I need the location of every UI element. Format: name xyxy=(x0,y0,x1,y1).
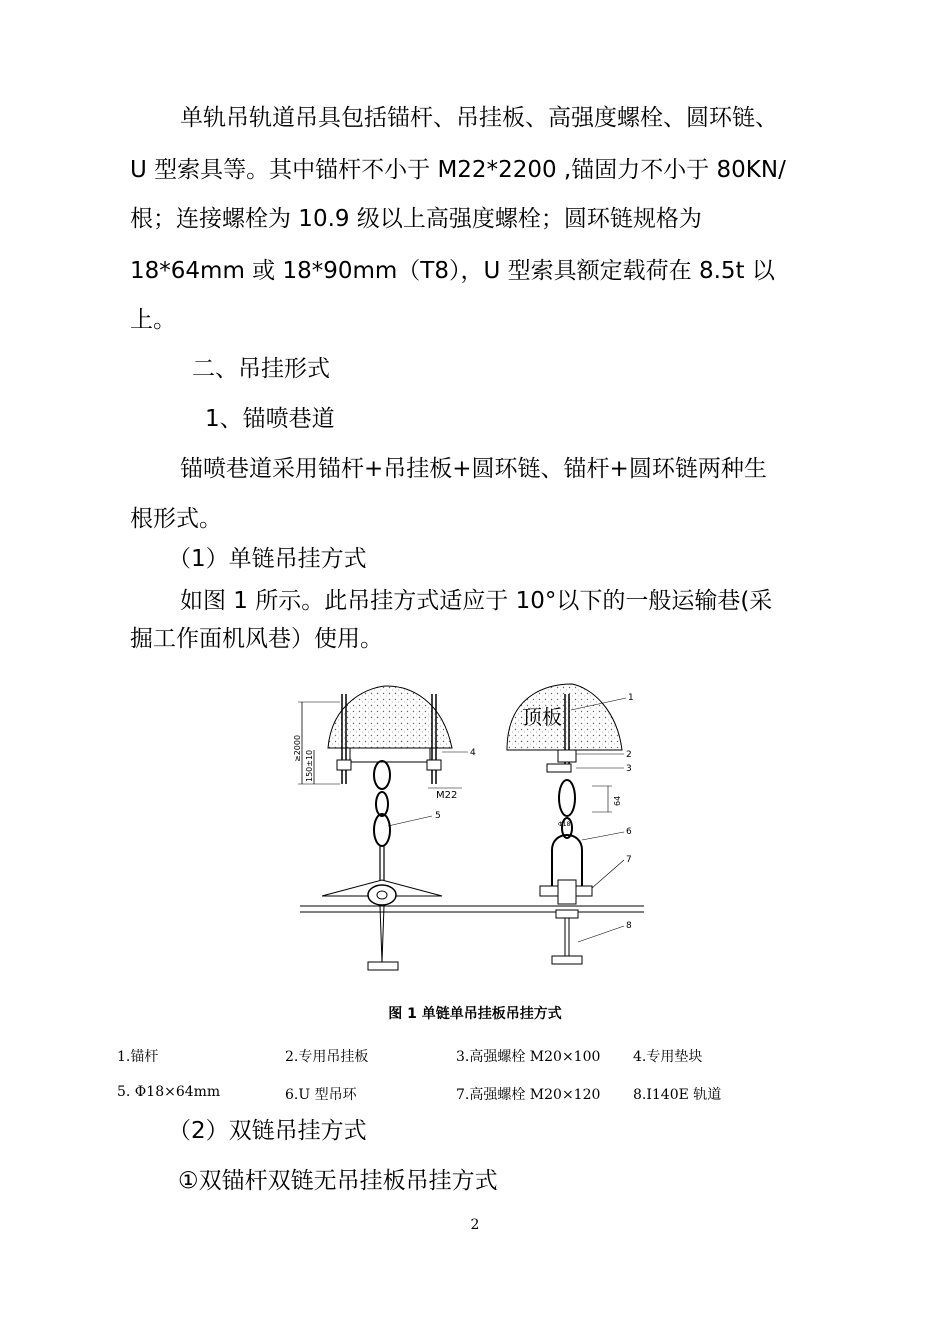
text-line: 锚喷巷道采用锚杆+吊挂板+圆环链、锚杆+圆环链两种生 xyxy=(180,456,767,482)
callout-5: 5 xyxy=(435,811,441,821)
text-line: 根形式。 xyxy=(130,506,222,532)
rail-foot xyxy=(552,956,582,964)
nut xyxy=(427,760,441,770)
figure-single-chain-hanging xyxy=(292,680,652,980)
legend-item: 2.专用吊挂板 xyxy=(285,1049,369,1065)
dim-exposed-label: 150±10 xyxy=(305,749,314,782)
text-line: 如图 1 所示。此吊挂方式适应于 10°以下的一般运输巷(采 xyxy=(180,588,773,614)
legend-item: 6.U 型吊环 xyxy=(285,1087,357,1103)
legend-item: 4.专用垫块 xyxy=(633,1049,703,1065)
callout-7: 7 xyxy=(626,855,632,865)
dim-64-label: 64 xyxy=(613,795,622,806)
callout-3: 3 xyxy=(626,764,632,774)
side-view xyxy=(507,684,634,964)
text-line: 根；连接螺栓为 10.9 级以上高强度螺栓；圆环链规格为 xyxy=(130,206,702,232)
legend-item: 7.高强螺栓 M20×120 xyxy=(456,1087,601,1103)
rail-foot xyxy=(368,962,398,970)
legend-item: 3.高强螺栓 M20×100 xyxy=(456,1049,601,1065)
legend-item: 8.I140E 轨道 xyxy=(633,1087,722,1103)
technical-drawing xyxy=(292,680,652,980)
text-line: 上。 xyxy=(130,307,176,333)
text-line: 掘工作面机风巷）使用。 xyxy=(130,626,383,652)
text-line: 单轨吊轨道吊具包括锚杆、吊挂板、高强度螺栓、圆环链、 xyxy=(180,105,778,131)
subsection-heading: 1、锚喷巷道 xyxy=(205,406,335,432)
callout-1: 1 xyxy=(628,693,634,703)
callout-4: 4 xyxy=(470,748,476,758)
chain-link xyxy=(376,792,388,816)
callout-2: 2 xyxy=(626,750,632,760)
callout-8: 8 xyxy=(626,921,632,931)
subheading-single-chain: （1）单链吊挂方式 xyxy=(168,546,367,572)
text-line: U 型索具等。其中锚杆不小于 M22*2200 ,锚固力不小于 80KN/ xyxy=(130,157,786,183)
dim-length-label: ≥2000 xyxy=(293,734,302,762)
dim-bolt-label: M22 xyxy=(436,790,458,801)
dim-18-label: Φ18 xyxy=(558,821,571,828)
callout-6: 6 xyxy=(626,827,632,837)
nut xyxy=(337,760,351,770)
chain-link xyxy=(374,761,390,789)
text-line: 18*64mm 或 18*90mm（T8），U 型索具额定载荷在 8.5t 以 xyxy=(130,258,775,284)
figure-caption: 图 1 单链单吊挂板吊挂方式 xyxy=(388,1006,562,1022)
subheading-no-plate: ①双锚杆双链无吊挂板吊挂方式 xyxy=(178,1168,498,1194)
subheading-double-chain: （2）双链吊挂方式 xyxy=(168,1118,367,1144)
roof-label: 顶板 xyxy=(522,705,562,729)
page-number: 2 xyxy=(470,1217,480,1233)
chain-link xyxy=(374,814,390,846)
section-heading: 二、吊挂形式 xyxy=(192,356,330,382)
legend-item: 1.锚杆 xyxy=(117,1049,159,1065)
hanging-plate xyxy=(350,748,430,762)
legend-item: 5. Φ18×64mm xyxy=(117,1084,221,1100)
chain-link xyxy=(559,780,575,816)
